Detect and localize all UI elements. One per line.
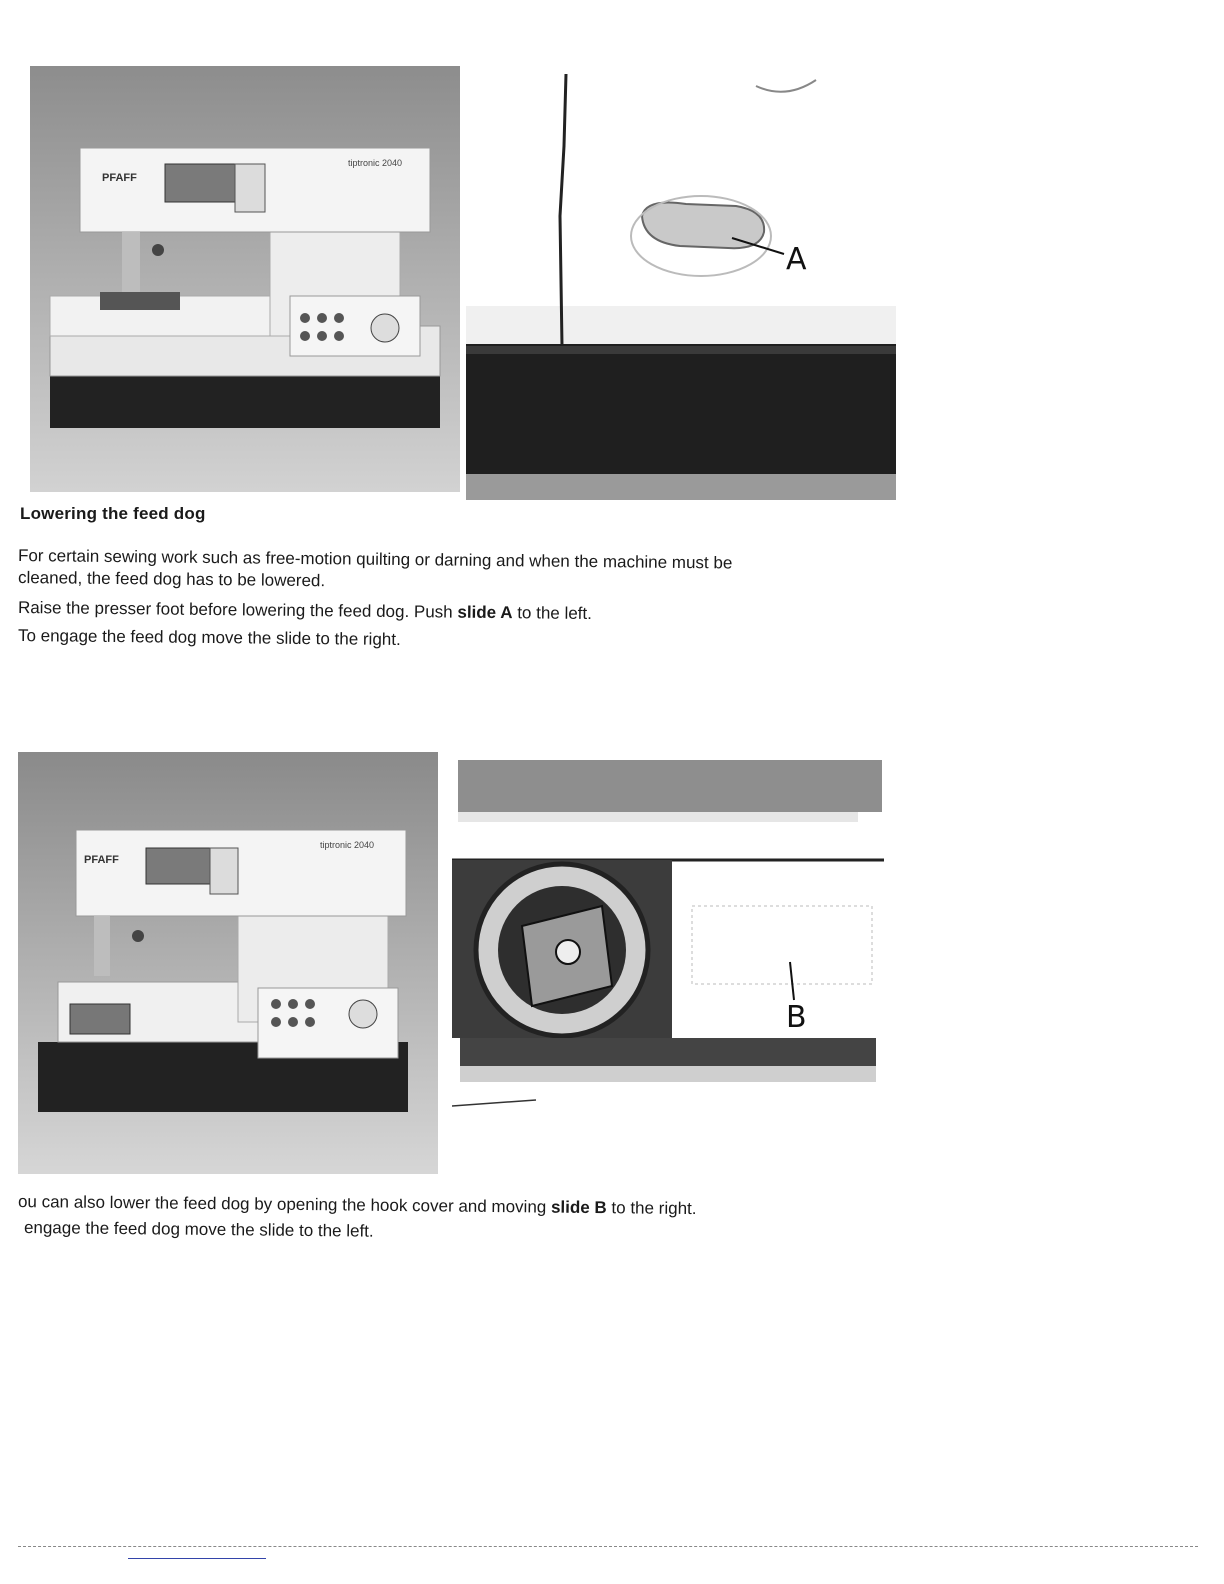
section-heading: Lowering the feed dog <box>20 504 206 523</box>
machine-model-label: tiptronic 2040 <box>348 158 403 168</box>
slide-b-closeup-photo <box>452 756 884 1154</box>
slide-a-illustration <box>466 66 896 500</box>
footer-link-underline <box>128 1558 266 1559</box>
paragraph-4-text-end: to the right. <box>606 1198 697 1219</box>
machine-model-label-bottom: tiptronic 2040 <box>320 840 375 850</box>
machine-photo-top <box>30 66 460 492</box>
slide-a-closeup-photo <box>466 66 896 500</box>
paragraph-3: To engage the feed dog move the slide to the right. <box>17 626 401 650</box>
paragraph-4-text-start: ou can also lower the feed dog by opening the hook cover and moving <box>17 1192 552 1217</box>
machine-brand-label-bottom: PFAFF <box>84 854 119 866</box>
machine-illustration-bottom <box>18 752 438 1174</box>
callout-b-label: B <box>786 1000 807 1035</box>
paragraph-1-line-2: cleaned, the feed dog has to be lowered. <box>17 568 326 591</box>
callout-a-label: A <box>786 242 807 277</box>
machine-photo-bottom <box>18 752 438 1174</box>
paragraph-2-bold-term: slide A <box>457 602 513 623</box>
paragraph-2-text-end: to the left. <box>512 603 593 624</box>
paragraph-5: engage the feed dog move the slide to the left. <box>23 1218 374 1241</box>
slide-b-illustration <box>452 756 884 1154</box>
machine-illustration-top <box>30 66 460 492</box>
paragraph-2-text-start: Raise the presser foot before lowering the feed dog. Push <box>17 598 458 622</box>
paragraph-4-bold-term: slide B <box>550 1197 607 1218</box>
footer-rule <box>18 1546 1198 1547</box>
paragraph-1-line-1: For certain sewing work such as free-motion quilting or darning and when the machine must be <box>17 546 733 573</box>
paragraph-2 <box>18 598 592 624</box>
paragraph-4 <box>18 1192 697 1219</box>
machine-brand-label: PFAFF <box>102 172 137 184</box>
